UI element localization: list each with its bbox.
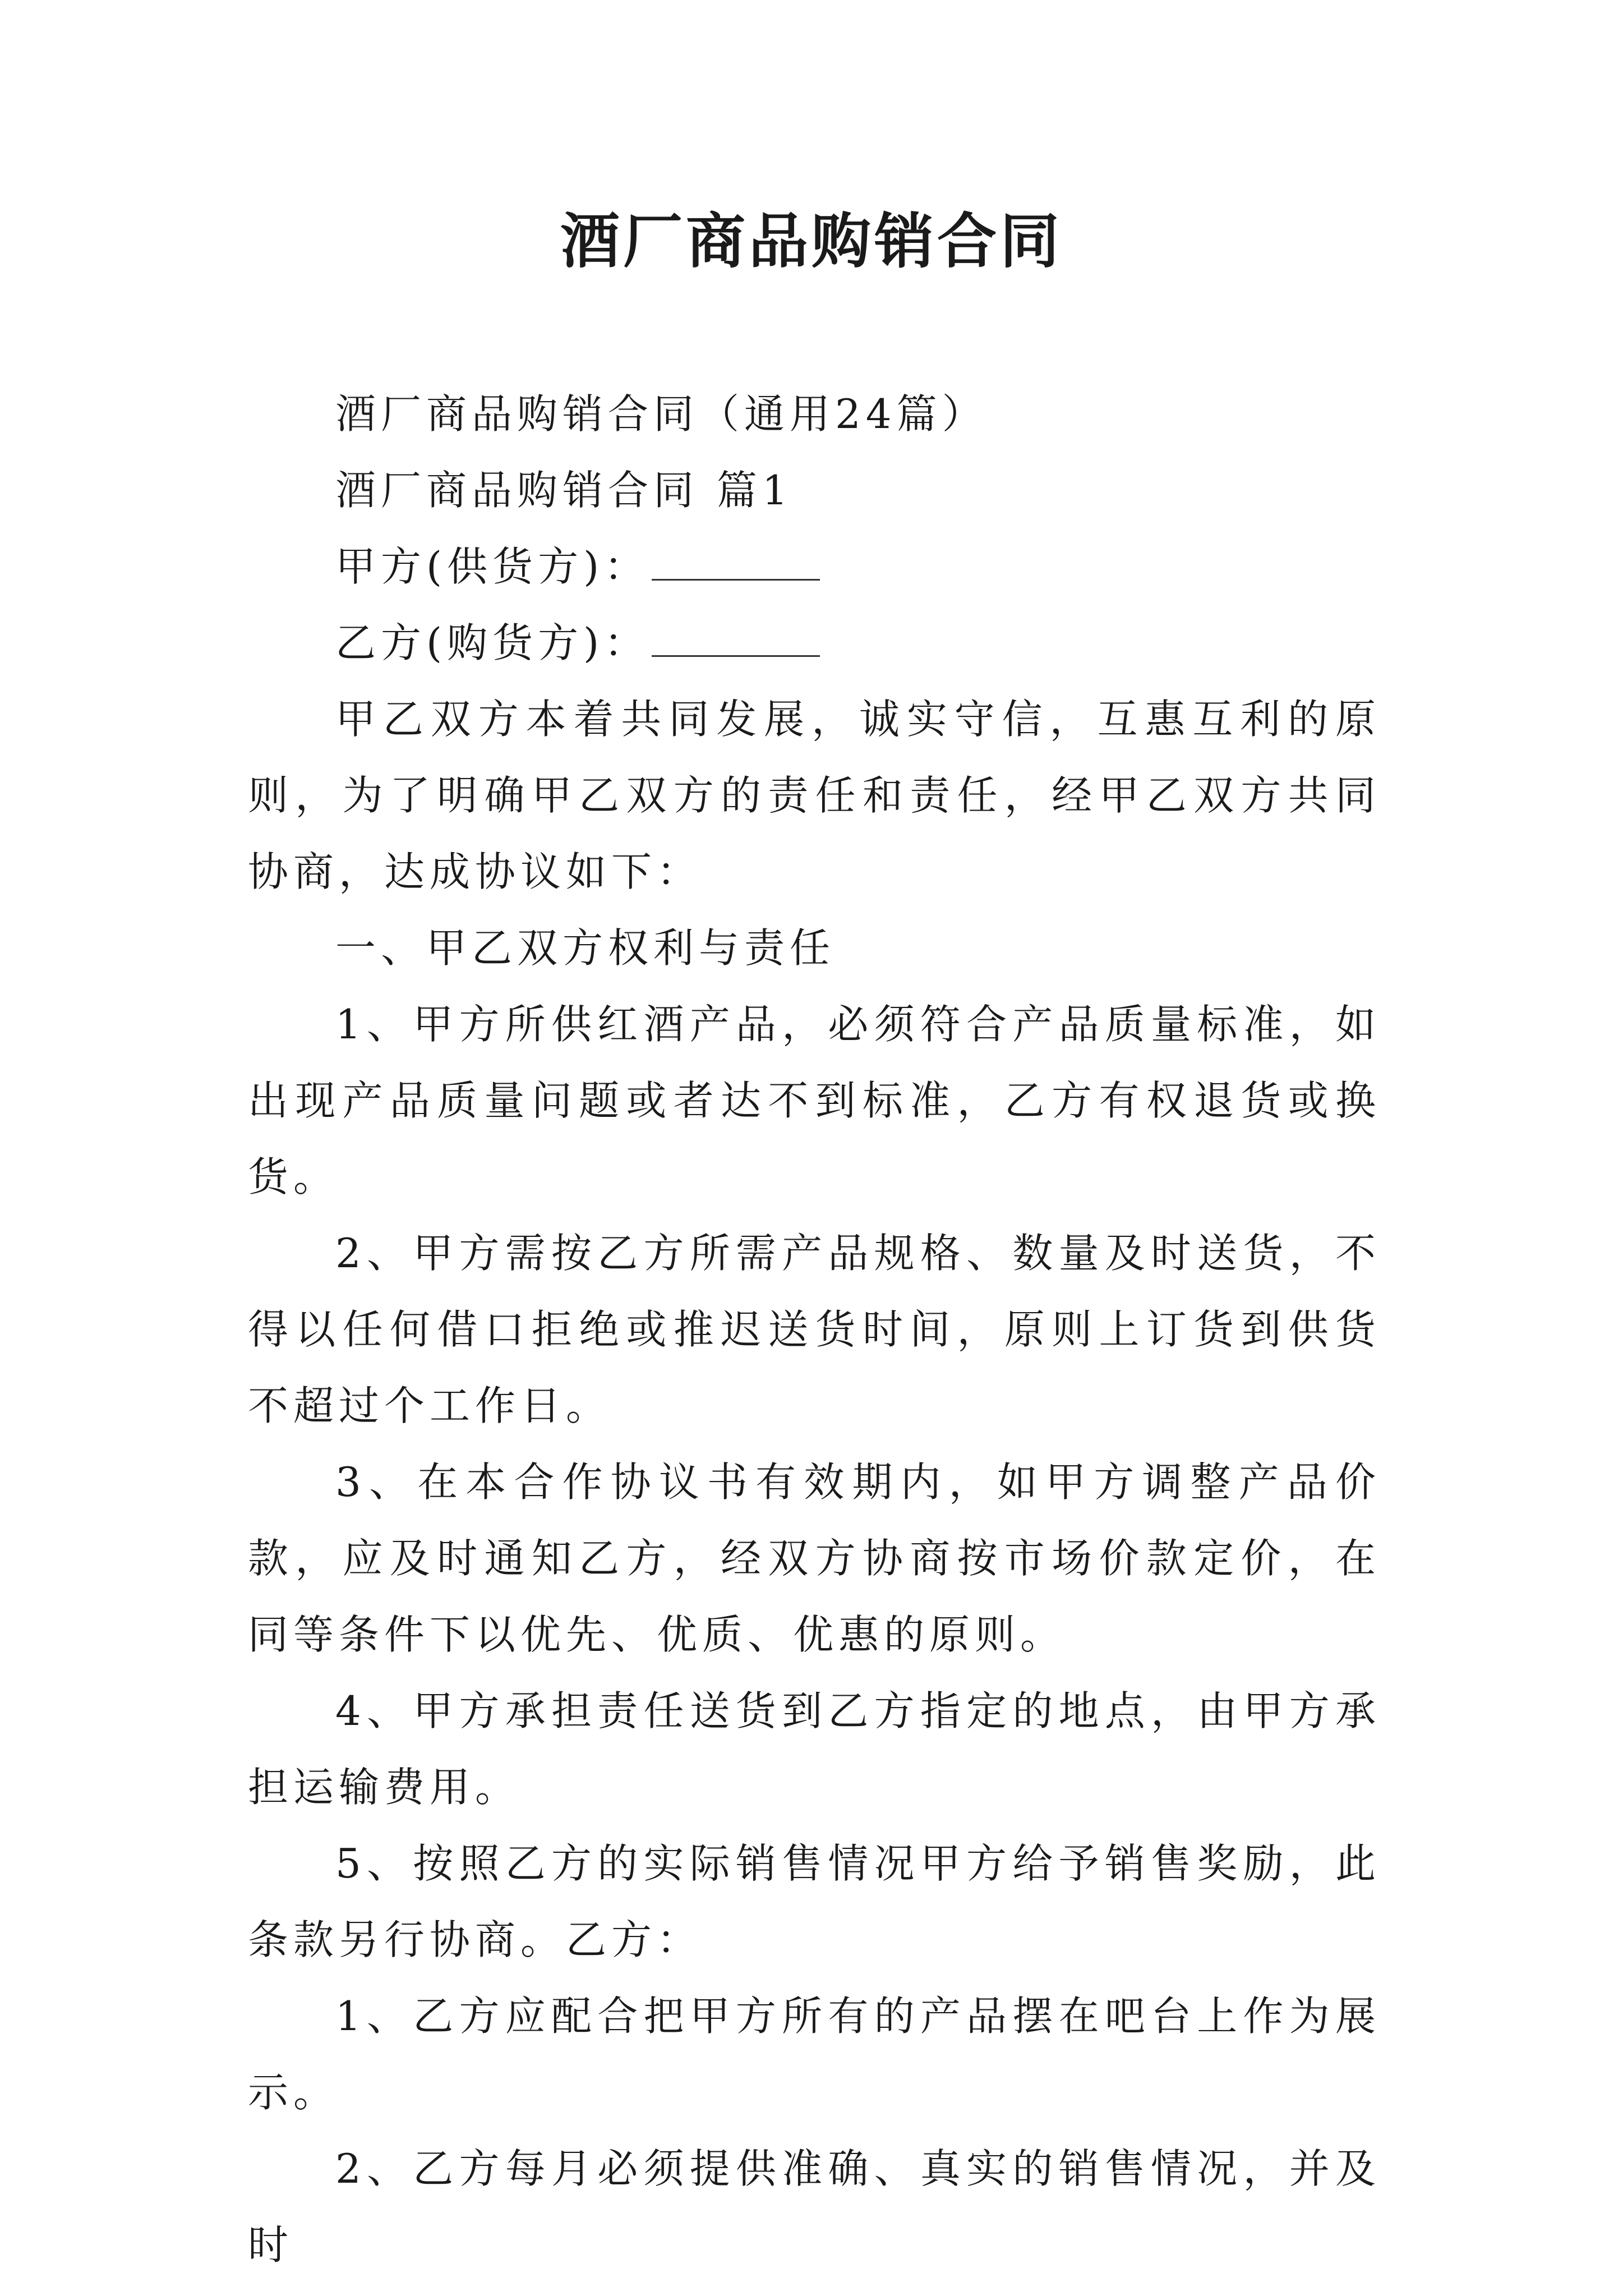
- party-b-line: [248, 605, 1381, 681]
- party-b-label: 乙方(购货方)：: [335, 619, 650, 666]
- document-body: [248, 376, 1381, 2283]
- document-title: 酒厂商品购销合同: [560, 206, 1063, 276]
- clause-item: 2、乙方每月必须提供准确、真实的销售情况，并及时: [248, 2145, 1381, 2269]
- clause-heading: 一、甲乙双方权利与责任: [335, 924, 836, 972]
- party-a-blank: [652, 545, 820, 581]
- intro-paragraph: 甲乙双方本着共同发展，诚实守信，互惠互利的原则，为了明确甲乙双方的责任和责任，经甲乙双方共同协商，达成协议如下：: [248, 696, 1381, 895]
- section-heading: 酒厂商品购销合同 篇1: [335, 467, 793, 514]
- party-b-blank: [652, 622, 820, 657]
- document-subtitle: 酒厂商品购销合同（通用24篇）: [335, 390, 988, 438]
- clause-item: 4、甲方承担责任送货到乙方指定的地点，由甲方承担运输费用。: [248, 1687, 1381, 1811]
- clause-item: 2、甲方需按乙方所需产品规格、数量及时送货，不得以任何借口拒绝或推迟送货时间，原则上订货到供货不超过个工作日。: [248, 1230, 1381, 1429]
- party-a-line: [248, 528, 1381, 605]
- clause-item: 3、在本合作协议书有效期内，如甲方调整产品价款，应及时通知乙方，经双方协商按市场价款定价，在同等条件下以优先、优质、优惠的原则。: [248, 1458, 1381, 1658]
- clause-item: 5、按照乙方的实际销售情况甲方给予销售奖励，此条款另行协商。乙方：: [248, 1840, 1381, 1963]
- clause-item: 1、乙方应配合把甲方所有的产品摆在吧台上作为展示。: [248, 1993, 1381, 2116]
- clause-item: 1、甲方所供红酒产品，必须符合产品质量标准，如出现产品质量问题或者达不到标准，乙方有权退货或换货。: [248, 1001, 1381, 1200]
- party-a-label: 甲方(供货方)：: [335, 543, 650, 590]
